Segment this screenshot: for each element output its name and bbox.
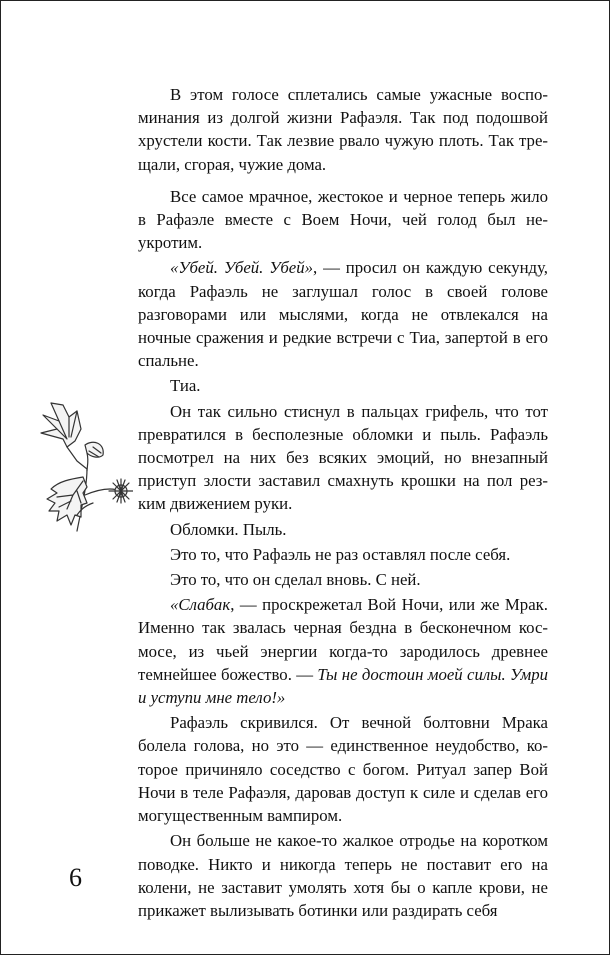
paragraph: [138, 568, 548, 591]
paragraph: [138, 83, 548, 176]
paragraph: [138, 711, 548, 827]
paragraph: [138, 185, 548, 255]
text-run: Обломки. Пыль.: [170, 519, 287, 539]
text-run: Тиа.: [170, 376, 201, 396]
italic-text: «Слабак: [170, 595, 231, 615]
page-number: 6: [69, 863, 82, 892]
paragraph: [138, 400, 548, 516]
flower-icon: [37, 399, 133, 535]
paragraph: [138, 374, 548, 397]
paragraph: [138, 518, 548, 541]
text-run: Он больше не какое-то жалкое отродье на коротком поводке. Никто и никогда теперь не поставит его на колени, не заставит умолять хотя бы о капле крови, не прикажет вылизывать ботинки или раздирать себя: [138, 831, 548, 920]
paragraph: [138, 256, 548, 372]
paragraph: [138, 593, 548, 709]
italic-text: Ты не достоин моей силы. Умри и уступи мне тело!»: [138, 664, 548, 708]
paragraph: [138, 829, 548, 922]
text-run: , — проскрежетал Вой Ночи, или же Мрак. Именно так звалась черная бездна в бесконечном космосе, из чьей энергии когда-то зародилось древнее темнейшее божество. —: [138, 595, 548, 684]
text-run: Рафаэль скривился. От вечной болтовни Мрака болела голова, но это — единственное неудобство, которое причиняло соседство с богом. Ритуал запер Вой Ночи в теле Рафаэля, даровав доступ к силе и сделав его могущественным вампиром.: [138, 713, 548, 826]
paragraph: [138, 543, 548, 566]
text-run: В этом голосе сплетались самые ужасные воспоминания из долгой жизни Рафаэля. Так под подошвой хрустели кости. Так лезвие рвало чужую плоть. Так трещали, сгорая, чужие дома.: [138, 85, 548, 174]
text-run: Все самое мрачное, жестокое и черное теперь жило в Рафаэле вместе с Воем Ночи, чей голод был неукротим.: [138, 186, 548, 253]
italic-text: «Убей. Убей. Убей»: [170, 258, 313, 278]
body-text: [138, 83, 548, 924]
text-run: Это то, что он сделал вновь. С ней.: [170, 570, 421, 590]
text-run: Это то, что Рафаэль не раз оставлял после себя.: [170, 544, 511, 564]
text-run: , — просил он каждую секунду, когда Рафаэль не заглушал голос в своей голове разговорами или мыслями, когда не отвлекался на ночные сражения и редкие встречи с Тиа, запертой в его спальне.: [138, 258, 549, 371]
text-run: Он так сильно стиснул в пальцах грифель, что тот превратился в бесполезные обломки и пыль. Рафаэль посмотрел на них без всяких эмоций, но внезапный приступ злости заставил смахнуть крошки на пол резким движением руки.: [138, 401, 548, 514]
